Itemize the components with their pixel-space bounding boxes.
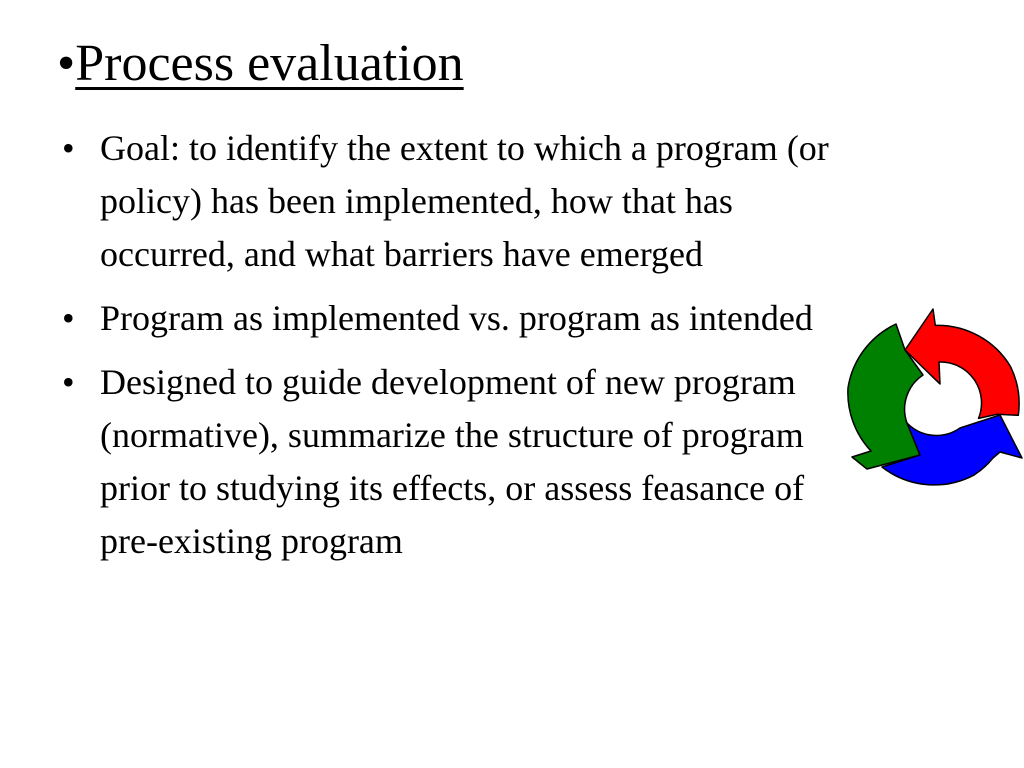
cycle-arrow-red: [905, 309, 1019, 418]
bullet-item-designed-to: • Designed to guide development of new program (normative), summarize the structure of program prior to studying its effects, or assess feasance of pre-existing program: [60, 356, 860, 568]
bullet-list: [60, 122, 860, 579]
title-bullet: •: [57, 35, 76, 92]
bullet-item-implemented-vs-intended: • Program as implemented vs. program as intended: [60, 292, 860, 345]
cycle-arrows-icon: [838, 300, 1024, 500]
title-text: Process evaluation: [75, 35, 464, 92]
bullet-item-goal: • Goal: to identify the extent to which a program (or policy) has been implemented, how that has occurred, and what barriers have emerged: [60, 122, 860, 281]
slide-title: [57, 34, 464, 94]
